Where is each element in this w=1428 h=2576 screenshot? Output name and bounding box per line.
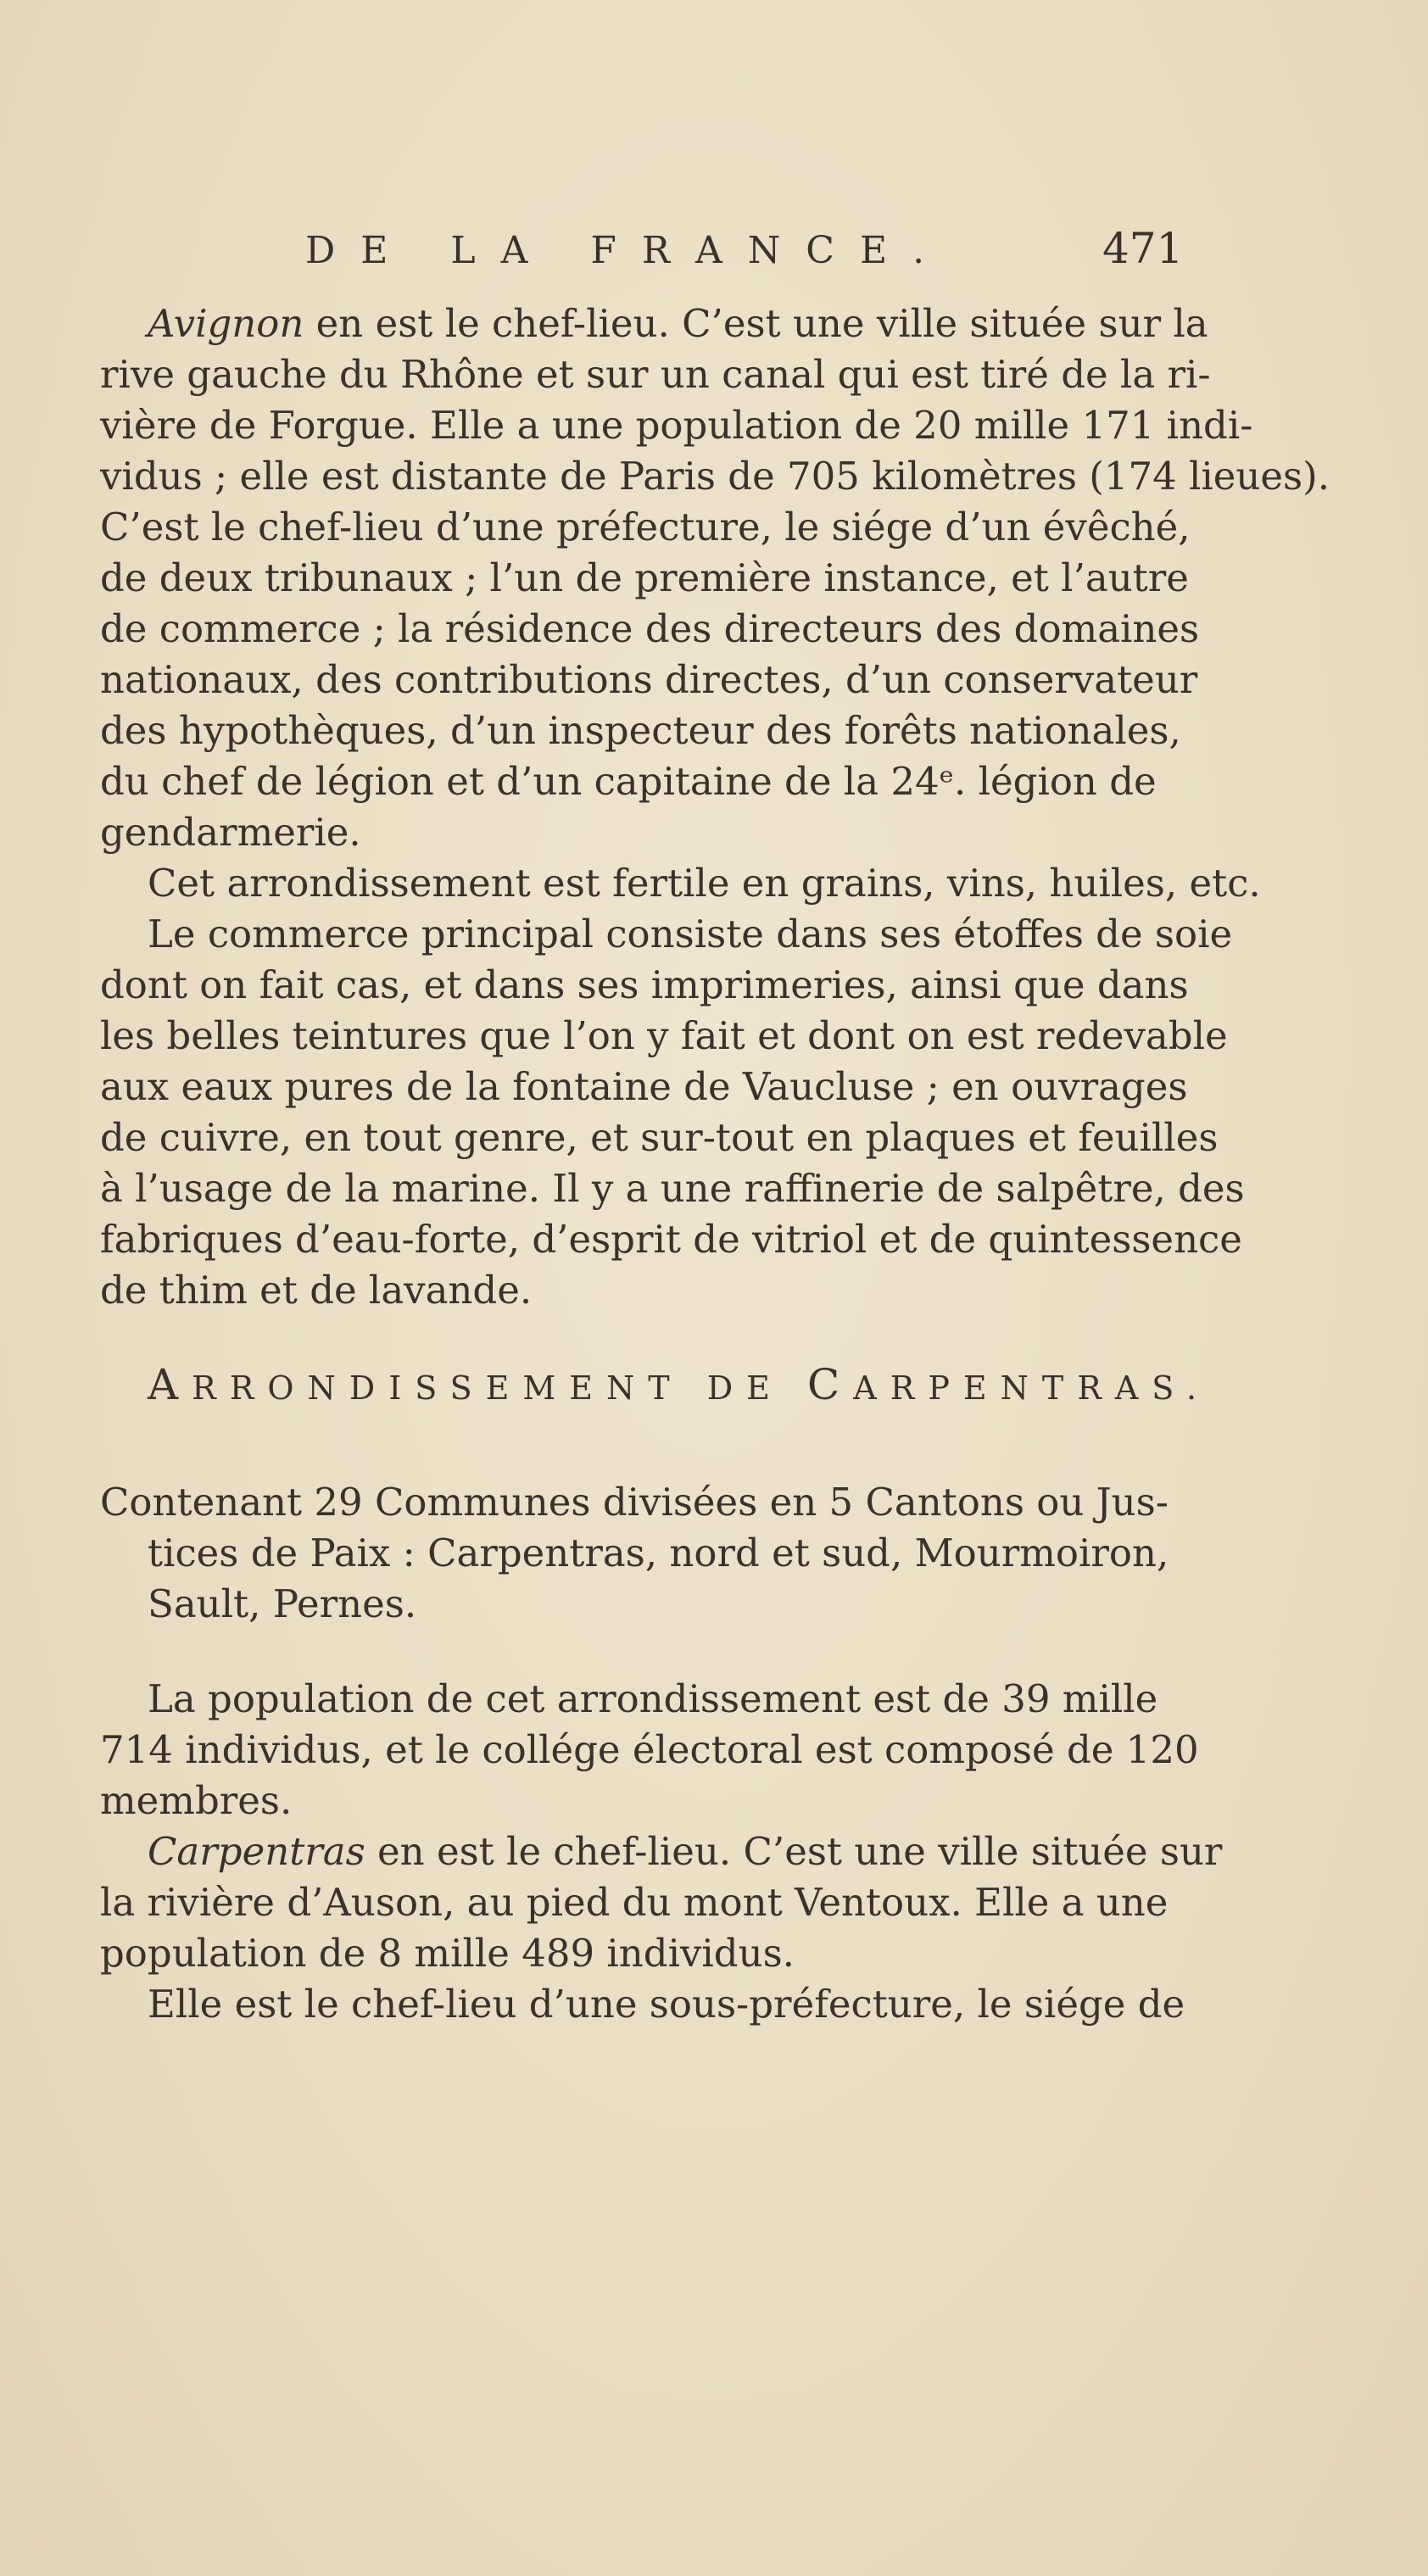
page-number: 471 bbox=[1102, 224, 1184, 273]
text-line: dont on fait cas, et dans ses imprimeries, ainsi que dans bbox=[100, 962, 1189, 1007]
text-line: de deux tribunaux ; l’un de première instance, et l’autre bbox=[100, 555, 1189, 600]
paragraph-commerce bbox=[100, 909, 1245, 1316]
text-line: les belles teintures que l’on y fait et dont on est redevable bbox=[100, 1013, 1228, 1058]
paragraph-fertility bbox=[100, 858, 1261, 909]
text-line: C’est le chef-lieu d’une préfecture, le siége d’un évêché, bbox=[100, 505, 1191, 549]
text-line: du chef de légion et d’un capitaine de la 24ᵉ. légion de bbox=[100, 759, 1157, 804]
place-name-carpentras: Carpentras bbox=[148, 1829, 365, 1874]
text-line: Cet arrondissement est fertile en grains, vins, huiles, etc. bbox=[148, 861, 1261, 906]
text-line: membres. bbox=[100, 1778, 293, 1823]
text-line: vidus ; elle est distante de Paris de 705 kilomètres (174 lieues). bbox=[100, 454, 1330, 499]
text-line: de cuivre, en tout genre, et sur-tout en plaques et feuilles bbox=[100, 1115, 1219, 1160]
paragraph-population bbox=[100, 1674, 1245, 1826]
text-line: Avignon en est le chef-lieu. C’est une ville située sur la bbox=[148, 301, 1208, 346]
text-line: nationaux, des contributions directes, d’un conservateur bbox=[100, 657, 1198, 702]
paragraph-avignon bbox=[100, 298, 1330, 858]
text-line: Carpentras en est le chef-lieu. C’est une ville située sur bbox=[148, 1829, 1223, 1874]
text-line: Contenant 29 Communes divisées en 5 Cantons ou Jus- bbox=[100, 1480, 1169, 1525]
text-line: aux eaux pures de la fontaine de Vaucluse ; en ouvrages bbox=[100, 1064, 1188, 1109]
text-line: tices de Paix : Carpentras, nord et sud, Mourmoiron, bbox=[148, 1531, 1169, 1575]
text-line: Le commerce principal consiste dans ses étoffes de soie bbox=[148, 912, 1233, 956]
text-line: de commerce ; la résidence des directeurs des domaines bbox=[100, 606, 1200, 651]
text-line: gendarmerie. bbox=[100, 810, 361, 855]
text-line: Sault, Pernes. bbox=[148, 1581, 417, 1626]
text-line: des hypothèques, d’un inspecteur des forêts nationales, bbox=[100, 708, 1181, 753]
paragraph-subprefecture bbox=[100, 1979, 1245, 2030]
text-line: de thim et de lavande. bbox=[100, 1268, 533, 1313]
page-header bbox=[0, 224, 1428, 288]
text-line: rive gauche du Rhône et sur un canal qui est tiré de la ri- bbox=[100, 352, 1211, 397]
body-text bbox=[100, 298, 1330, 2030]
place-name-avignon: Avignon bbox=[148, 301, 304, 346]
section-heading: ARRONDISSEMENT DE CARPENTRAS. bbox=[148, 1360, 1211, 1409]
text-line: La population de cet arrondissement est de 39 mille bbox=[148, 1676, 1158, 1721]
text-line: vière de Forgue. Elle a une population de 20 mille 171 indi- bbox=[100, 403, 1253, 448]
paragraph-contents bbox=[100, 1477, 1245, 1630]
text-line: 714 individus, et le collége électoral est composé de 120 bbox=[100, 1727, 1199, 1772]
text-line: la rivière d’Auson, au pied du mont Ventoux. Elle a une bbox=[100, 1880, 1169, 1925]
running-head: DE LA FRANCE. bbox=[305, 229, 951, 272]
text-line: fabriques d’eau-forte, d’esprit de vitriol et de quintessence bbox=[100, 1217, 1242, 1262]
text-line: Elle est le chef-lieu d’une sous-préfecture, le siége de bbox=[148, 1982, 1185, 2027]
text-line: à l’usage de la marine. Il y a une raffinerie de salpêtre, des bbox=[100, 1166, 1245, 1211]
paragraph-carpentras bbox=[100, 1826, 1245, 1979]
text-line: population de 8 mille 489 individus. bbox=[100, 1931, 795, 1976]
